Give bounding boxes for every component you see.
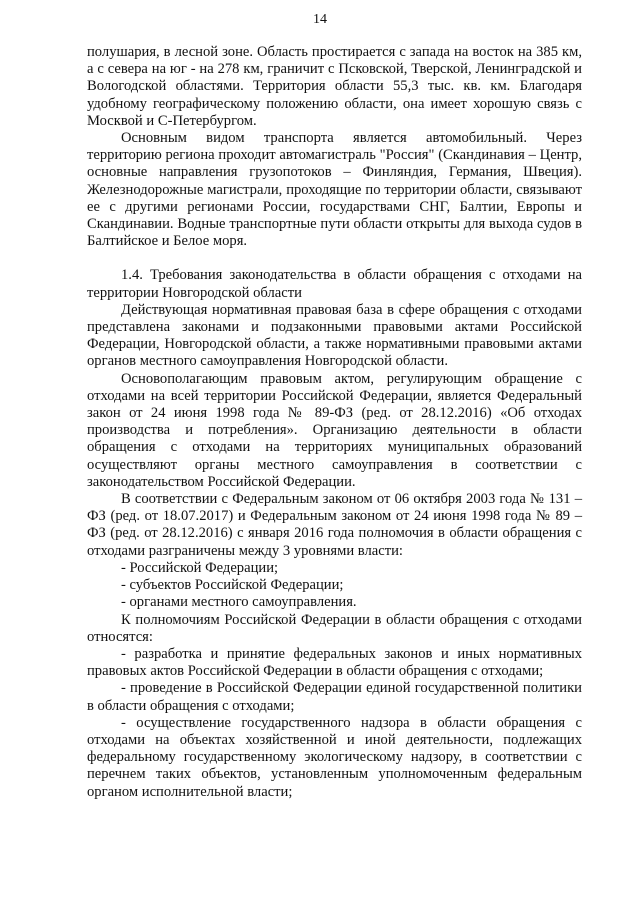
list-item-laws-development: - разработка и принятие федеральных законов и иных нормативных правовых актов Российской Федерации в области обращения с отходами;: [87, 645, 582, 680]
list-item-federation: - Российской Федерации;: [121, 559, 279, 576]
paragraph-federal-powers: К полномочиям Российской Федерации в области обращения с отходами относятся:: [87, 611, 582, 645]
list-item-unified-policy: - проведение в Российской Федерации единой государственной политики в области обращения с отходами;: [87, 680, 582, 714]
paragraph-transport: Основным видом транспорта является автомобильный. Через территорию региона проходит автомагистраль "Россия" (Скандинавия – Центр, основные направления грузопотоков – Финляндия, Германия, Швеция). Железнодорожные магистрали, проходящие по территории области, связывают ее с другими регионами России, государствами СНГ, Балтии, Европы и Скандинавии. Водные транспортные пути области открыты для выхода судов в Балтийское и Белое моря.: [87, 130, 582, 250]
paragraph-powers-division: В соответствии с Федеральным законом от 06 октября 2003 года № 131 – ФЗ (ред. от 18.07.2017) и Федеральным законом от 24 июня 1998 года № 89 – ФЗ (ред. от 28.12.2016) с января 2016 года полномочия в области обращения с отходами разграничены между 3 уровнями власти:: [87, 491, 582, 559]
paragraph-legal-base: Действующая нормативная правовая база в сфере обращения с отходами представлена законами и подзаконными правовыми актами Российской Федерации, Новгородской области, а также нормативными правовыми актами органов местного самоуправления Новгородской области.: [87, 301, 582, 370]
list-item-state-supervision: - осуществление государственного надзора в области обращения с отходами на объектах хозяйственной и иной деятельности, подлежащих федеральному государственному экологическому надзору, в соответствии с перечнем таких объектов, установленным уполномоченным федеральным органом исполнительной власти;: [87, 714, 582, 800]
list-item-local-government: - органами местного самоуправления.: [121, 594, 357, 611]
paragraph-federal-law: Основополагающим правовым актом, регулирующим обращение с отходами на всей территории Российской Федерации, является Федеральный закон от 24 июня 1998 года № 89-ФЗ (ред. от 28.12.2016) «Об отходах производства и потребления». Организацию деятельности в области обращения с отходами на территориях муниципальных образований осуществляют органы местного самоуправления в соответствии с законодательством Российской Федерации.: [87, 370, 582, 490]
list-item-subjects: - субъектов Российской Федерации;: [121, 577, 344, 594]
paragraph-region-geography: полушария, в лесной зоне. Область простирается с запада на восток на 385 км, а с севера на юг - на 278 км, граничит с Псковской, Тверской, Ленинградской и Вологодской областями. Территория области 55,3 тыс. кв. км. Благодаря удобному географическому положению области, она имеет хорошую связь с Москвой и С-Петербургом.: [87, 44, 582, 129]
page-number: 14: [313, 12, 327, 27]
page-body: [87, 44, 582, 801]
section-heading-1-4: 1.4. Требования законодательства в области обращения с отходами на территории Новгородской области: [87, 267, 582, 301]
